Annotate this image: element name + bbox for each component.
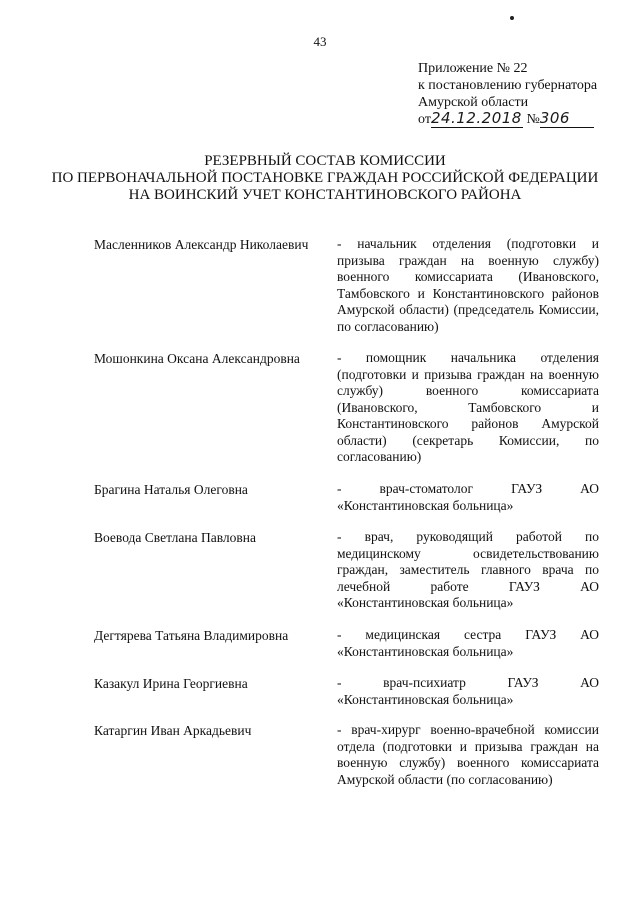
member-role: - медицинская сестра ГАУЗ АО «Константиновская больница» [337,627,599,659]
appendix-decree: к постановлению губернатора [418,78,598,93]
page-number: 43 [313,34,327,49]
member-role: - начальник отделения (подготовки и призыва граждан на военную службу) военного комиссариата (Ивановского, Тамбовского и Константиновского районов Амурской области) (председатель Комиссии, по согласованию) [337,236,599,334]
ink-dot [510,16,514,20]
date-prefix: от [418,112,431,127]
appendix-title: Приложение № 22 [418,61,528,76]
member-role: - врач, руководящий работой по медицинскому освидетельствованию граждан, заместитель главного врача по лечебной работе ГАУЗ АО «Константиновская больница» [337,529,599,610]
member-name: Казакул Ирина Георгиевна [94,676,248,691]
member-role: - врач-хирург военно-врачебной комиссии отдела (подготовки и призыва граждан на военную службу) военного комиссариата Амурской области (по согласованию) [337,722,599,787]
title-line-3: НА ВОИНСКИЙ УЧЕТ КОНСТАНТИНОВСКОГО РАЙОНА [128,187,522,203]
member-name: Катаргин Иван Аркадьевич [94,723,252,738]
appendix-block [418,60,628,128]
member-name: Брагина Наталья Олеговна [94,482,248,497]
member-name: Мошонкина Оксана Александровна [94,351,300,366]
member-role: - помощник начальника отделения (подготовки и призыва граждан на военную службу) военного комиссариата (Ивановского, Тамбовского и Константиновского районов Амурской области) (секретарь Комиссии, по согласованию) [337,350,599,464]
member-name: Воевода Светлана Павловна [94,530,256,545]
decree-number: 306 [539,109,570,127]
member-role: - врач-стоматолог ГАУЗ АО «Константиновская больница» [337,481,599,513]
title-line-2: ПО ПЕРВОНАЧАЛЬНОЙ ПОСТАНОВКЕ ГРАЖДАН РОССИЙСКОЙ ФЕДЕРАЦИИ [51,170,599,186]
number-prefix: № [526,112,540,127]
document-title [40,153,610,204]
member-name: Дегтярева Татьяна Владимировна [94,628,289,643]
member-role: - врач-психиатр ГАУЗ АО «Константиновская больница» [337,675,599,707]
title-line-1: РЕЗЕРВНЫЙ СОСТАВ КОМИССИИ [204,153,446,169]
member-name: Масленников Александр Николаевич [94,237,309,252]
appendix-region: Амурской области [418,95,529,110]
appendix-date-number [418,111,628,128]
decree-date: 24.12.2018 [430,109,522,127]
